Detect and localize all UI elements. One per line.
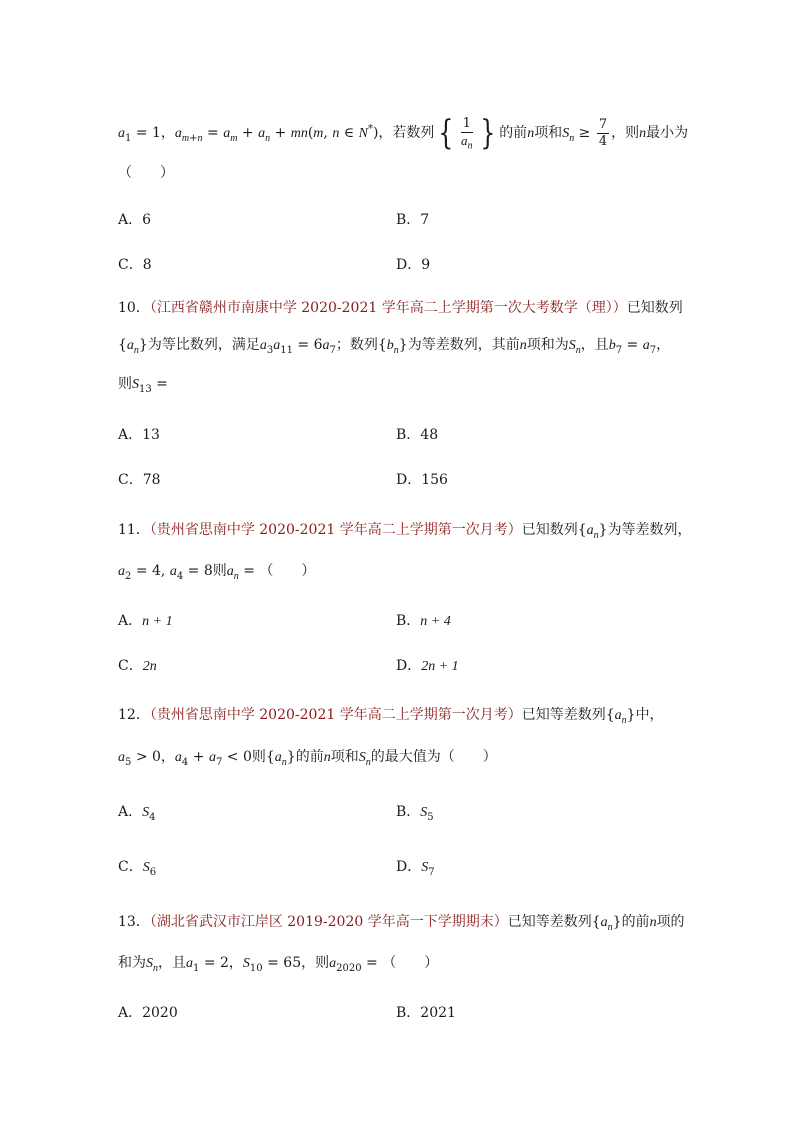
- q10-line2: $\{a_n\}$为等比数列，满足$a_3a_{11} = 6a_7$；数列$\{b_n\}$为等差数列，其前n项和为$S_n$，且$b_7 = a_7$，: [118, 337, 671, 356]
- q11-option-c: C．2n: [118, 658, 157, 674]
- q13-source: （湖北省武汉市江岸区 2019-2020 学年高一下学期期末）: [149, 914, 508, 930]
- q9-option-b: B．7: [396, 212, 430, 228]
- q10-stem: 10．（江西省赣州市南康中学 2020-2021 学年高二上学期第一次大考数学（理））已知数列: [118, 300, 683, 316]
- q10-source: （江西省赣州市南康中学 2020-2021 学年高二上学期第一次大考数学（理））: [149, 300, 627, 316]
- q12-option-c: C．$S_6$: [118, 859, 157, 878]
- q9-option-a: A．6: [118, 212, 152, 228]
- q10-line3: 则$S_{13}$ =: [118, 376, 168, 395]
- q11-option-b: B．n + 4: [396, 613, 451, 629]
- q12-line2: $a_5 > 0$，$a_4 + a_7 < 0$则$\{a_n\}$的前n项和$S_n$的最大值为（ ）: [118, 749, 497, 768]
- q12-number: 12．: [118, 707, 150, 723]
- q10-option-c: C．78: [118, 472, 161, 488]
- q11-number: 11．: [118, 522, 150, 538]
- q9-condition-line: $a_1 = 1$，$a_{m+n} = a_m + a_n + mn(m$, n ∈ N*)，若数列 { $\frac{1}{a_n}$ } 的前n项和$S_n$ ≥ $\frac{7}{4}$ ，则n最小为: [118, 113, 689, 153]
- q10-number: 10．: [118, 300, 150, 316]
- q11-option-d: D．2n + 1: [396, 658, 459, 674]
- q9-option-d: D．9: [396, 257, 431, 273]
- q13-option-b: B．2021: [396, 1005, 456, 1021]
- q9-answer-paren: （ ）: [118, 165, 174, 181]
- q10-option-a: A．13: [118, 427, 160, 443]
- q12-option-a: A．$S_4$: [118, 804, 156, 823]
- q13-number: 13．: [118, 914, 150, 930]
- q10-option-d: D．156: [396, 472, 448, 488]
- q12-option-d: D．$S_7$: [396, 859, 435, 878]
- q10-option-b: B．48: [396, 427, 439, 443]
- q11-source: （贵州省思南中学 2020-2021 学年高二上学期第一次月考）: [149, 522, 522, 538]
- q11-stem: 11．（贵州省思南中学 2020-2021 学年高二上学期第一次月考）已知数列$\{a_n\}$为等差数列，: [118, 522, 692, 541]
- q12-source: （贵州省思南中学 2020-2021 学年高二上学期第一次月考）: [149, 707, 522, 723]
- q11-option-a: A．n + 1: [118, 613, 173, 629]
- q13-stem: 13．（湖北省武汉市江岸区 2019-2020 学年高一下学期期末）已知等差数列$\{a_n\}$的前n项的: [118, 914, 685, 933]
- q11-line2: $a_2 = 4$, $a_4 = 8$则$a_n$ = （ ）: [118, 563, 316, 582]
- q9-option-c: C．8: [118, 257, 152, 273]
- q12-option-b: B．$S_5$: [396, 804, 434, 823]
- q13-line2: 和为$S_n$，且$a_1 = 2$，$S_{10} = 65$，则$a_{2020}$ = （ ）: [118, 955, 439, 974]
- q13-option-a: A．2020: [118, 1005, 178, 1021]
- q12-stem: 12．（贵州省思南中学 2020-2021 学年高二上学期第一次月考）已知等差数列$\{a_n\}$中，: [118, 707, 664, 726]
